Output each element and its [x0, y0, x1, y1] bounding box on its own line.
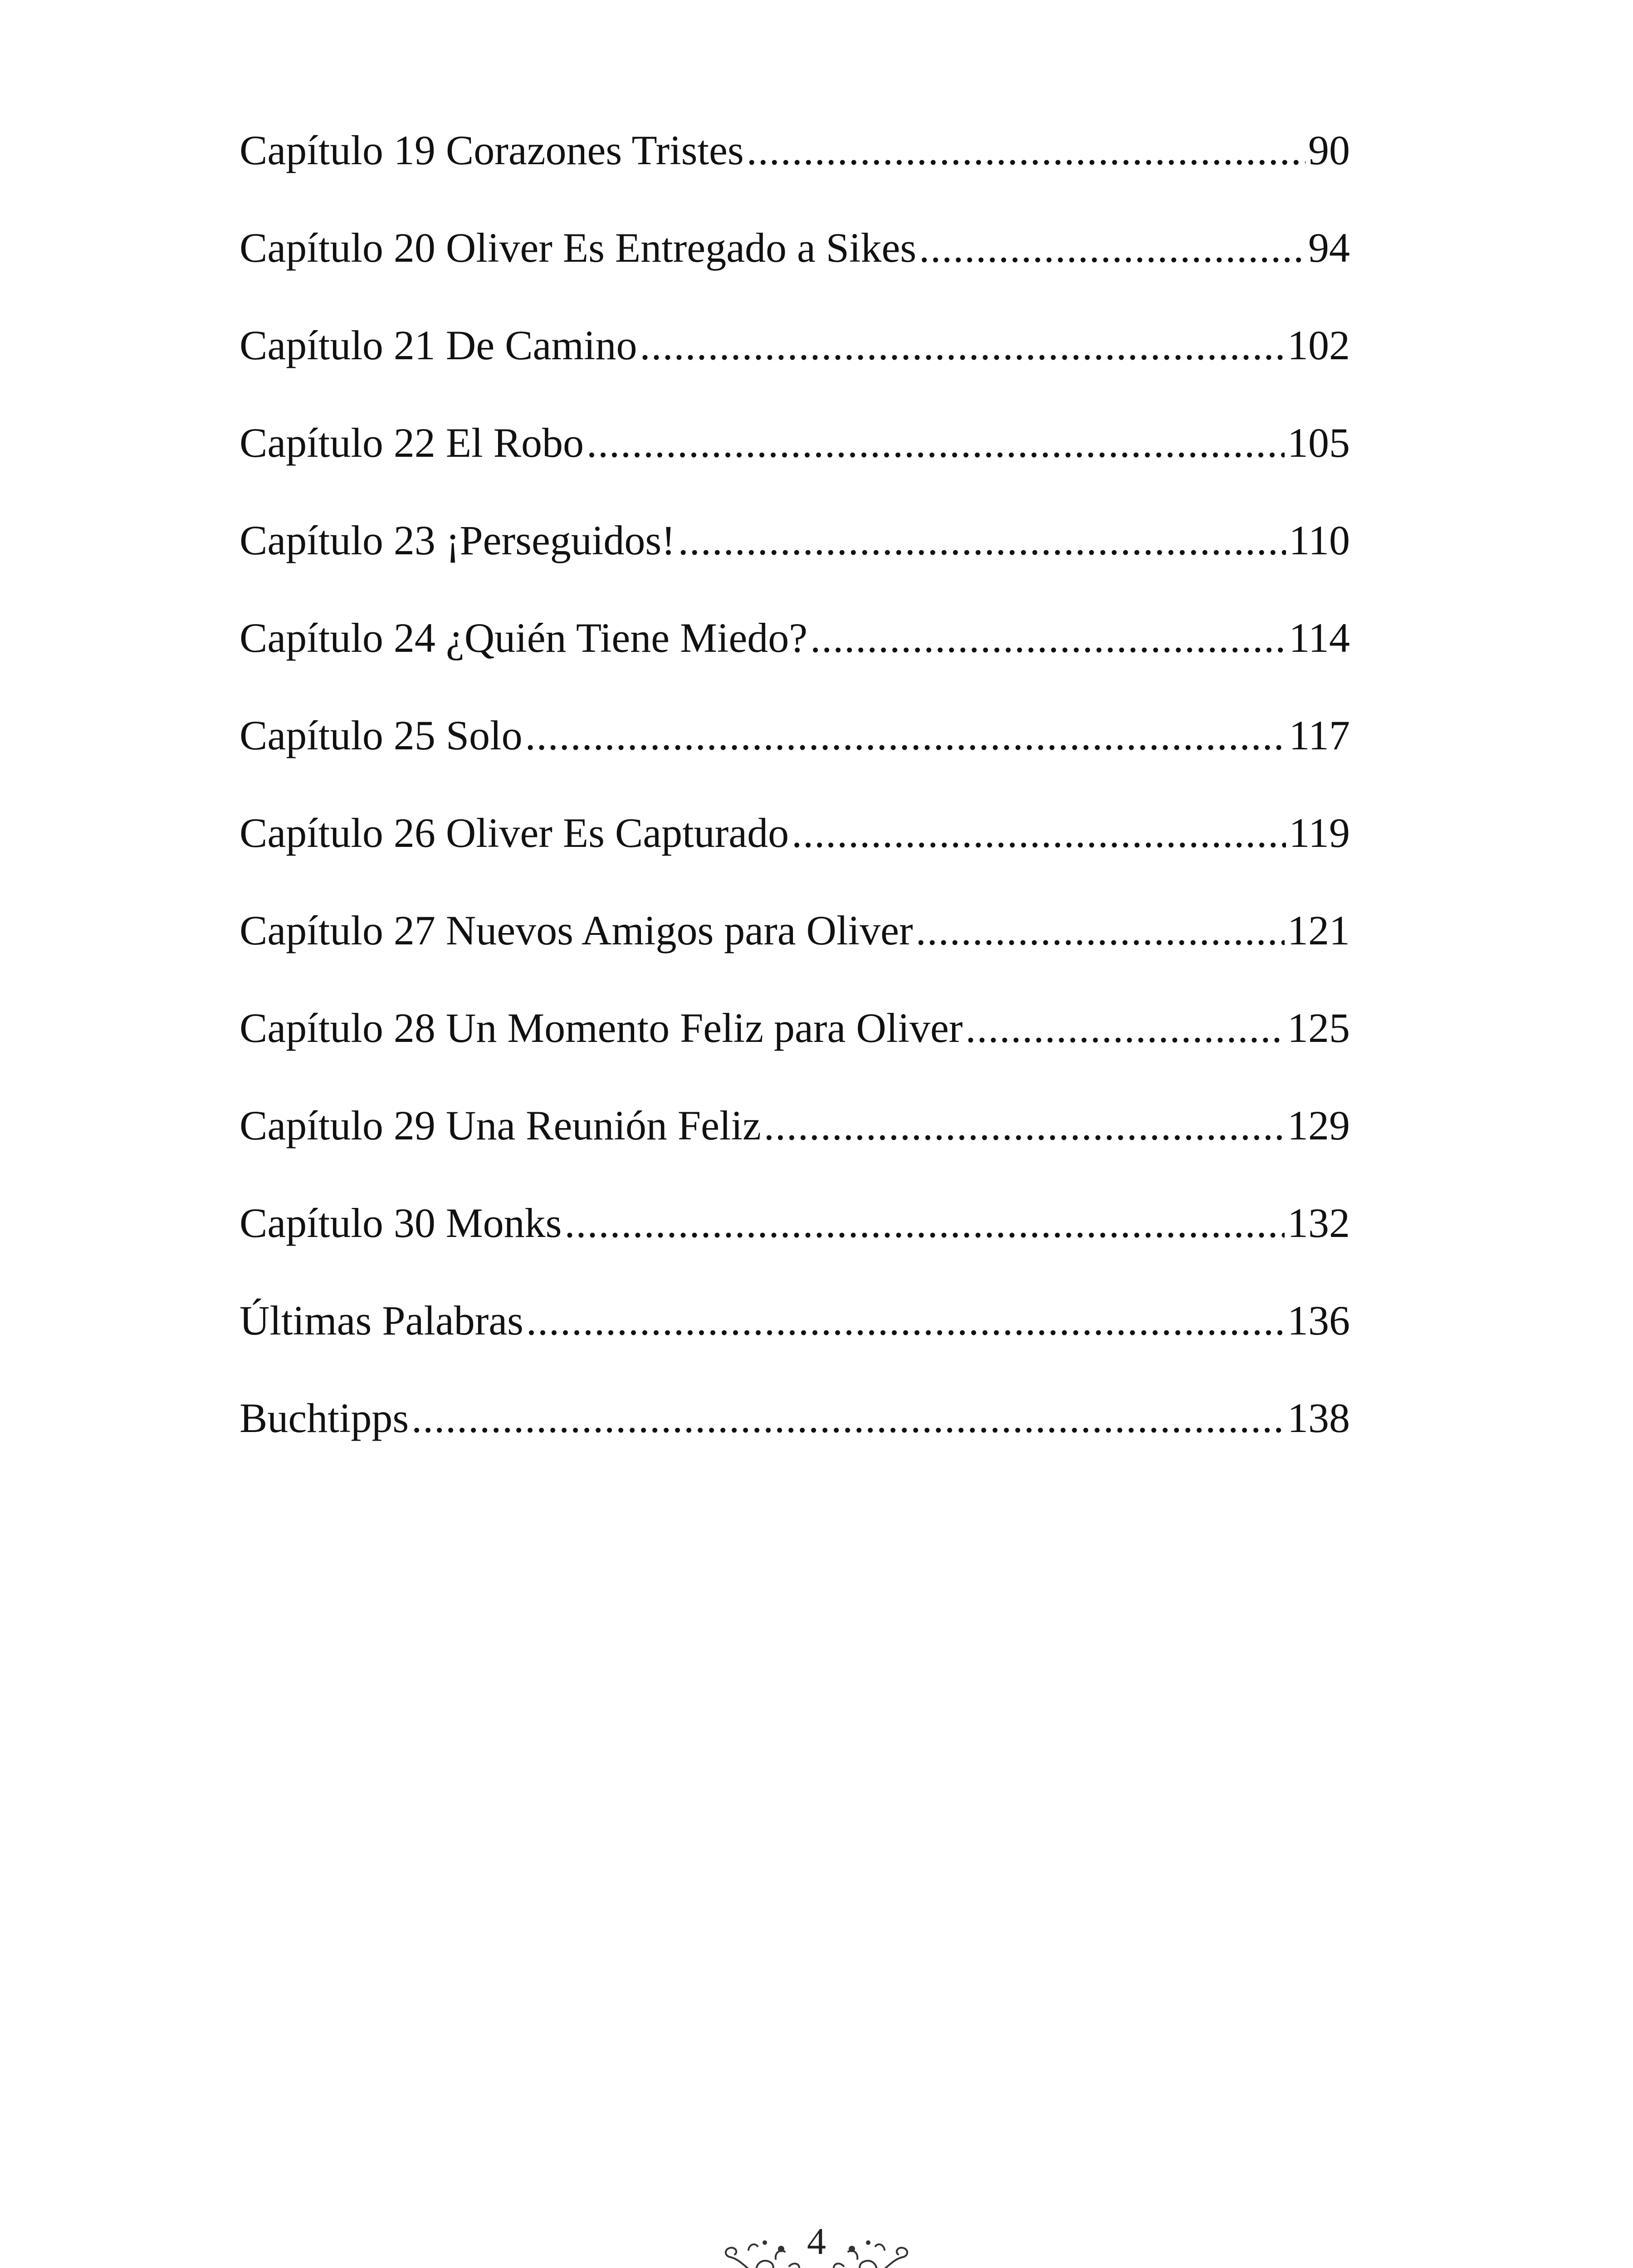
- toc-entry-page: 114: [1289, 615, 1350, 661]
- toc-entry-title: Capítulo 22 El Robo: [240, 420, 584, 466]
- toc-entry-page: 119: [1289, 810, 1350, 856]
- toc-entry-page: 138: [1287, 1395, 1350, 1441]
- toc-dot-leader: [916, 909, 1285, 951]
- toc-entry-title: Capítulo 25 Solo: [240, 712, 523, 758]
- toc-entry-title: Últimas Palabras: [240, 1297, 523, 1344]
- toc-entry-page: 129: [1287, 1102, 1350, 1149]
- toc-entry-title: Capítulo 29 Una Reunión Feliz: [240, 1102, 761, 1149]
- toc-dot-leader: [764, 1105, 1285, 1146]
- page-number: 4: [807, 2220, 826, 2263]
- toc-entry[interactable]: [240, 909, 1350, 1007]
- toc-entry-title: Capítulo 28 Un Momento Feliz para Oliver: [240, 1005, 963, 1051]
- toc-entry[interactable]: [240, 1102, 1350, 1202]
- toc-entry-title: Capítulo 23 ¡Perseguidos!: [240, 517, 675, 563]
- toc-entry-page: 125: [1287, 1005, 1350, 1051]
- toc-entry-title: Capítulo 24 ¿Quién Tiene Miedo?: [240, 615, 808, 661]
- toc-entry[interactable]: [240, 617, 1350, 714]
- toc-entry-title: Buchtipps: [240, 1395, 409, 1441]
- toc-entry-title: Capítulo 21 De Camino: [240, 322, 637, 368]
- toc-dot-leader: [919, 227, 1305, 269]
- toc-entry[interactable]: [240, 324, 1350, 422]
- toc-entry[interactable]: [240, 714, 1350, 812]
- toc-entry[interactable]: [240, 1297, 1350, 1397]
- toc-dot-leader: [965, 1007, 1285, 1049]
- toc-dot-leader: [526, 1300, 1285, 1341]
- toc-dot-leader: [678, 519, 1286, 561]
- toc-dot-leader: [640, 324, 1285, 366]
- toc-entry[interactable]: [240, 227, 1350, 324]
- toc-entry-title: Capítulo 19 Corazones Tristes: [240, 127, 744, 173]
- toc-entry-title: Capítulo 27 Nuevos Amigos para Oliver: [240, 907, 913, 953]
- toc-entry-page: 136: [1287, 1297, 1350, 1344]
- toc-entry-page: 90: [1308, 127, 1350, 173]
- toc-entry-page: 110: [1289, 517, 1350, 563]
- toc-entry-page: 102: [1287, 322, 1350, 368]
- table-of-contents: [240, 129, 1350, 1495]
- toc-dot-leader: [747, 129, 1305, 171]
- toc-entry-page: 94: [1308, 225, 1350, 271]
- toc-entry[interactable]: [240, 422, 1350, 519]
- toc-entry-title: Capítulo 26 Oliver Es Capturado: [240, 810, 789, 856]
- toc-entry-title: Capítulo 20 Oliver Es Entregado a Sikes: [240, 225, 917, 271]
- toc-dot-leader: [564, 1202, 1285, 1244]
- toc-dot-leader: [411, 1397, 1285, 1439]
- toc-dot-leader: [525, 714, 1286, 756]
- toc-entry[interactable]: [240, 129, 1350, 227]
- toc-dot-leader: [587, 422, 1285, 464]
- toc-entry-page: 132: [1287, 1200, 1350, 1246]
- toc-entry-page: 117: [1289, 712, 1350, 758]
- page-footer: [721, 2220, 912, 2268]
- toc-entry[interactable]: [240, 1397, 1350, 1495]
- toc-entry[interactable]: [240, 1007, 1350, 1105]
- toc-entry[interactable]: [240, 1202, 1350, 1300]
- toc-entry[interactable]: [240, 519, 1350, 617]
- toc-dot-leader: [792, 812, 1286, 854]
- toc-dot-leader: [810, 617, 1286, 659]
- toc-entry-page: 121: [1287, 907, 1350, 953]
- toc-entry-title: Capítulo 30 Monks: [240, 1200, 562, 1246]
- toc-entry-page: 105: [1287, 420, 1350, 466]
- toc-entry[interactable]: [240, 812, 1350, 909]
